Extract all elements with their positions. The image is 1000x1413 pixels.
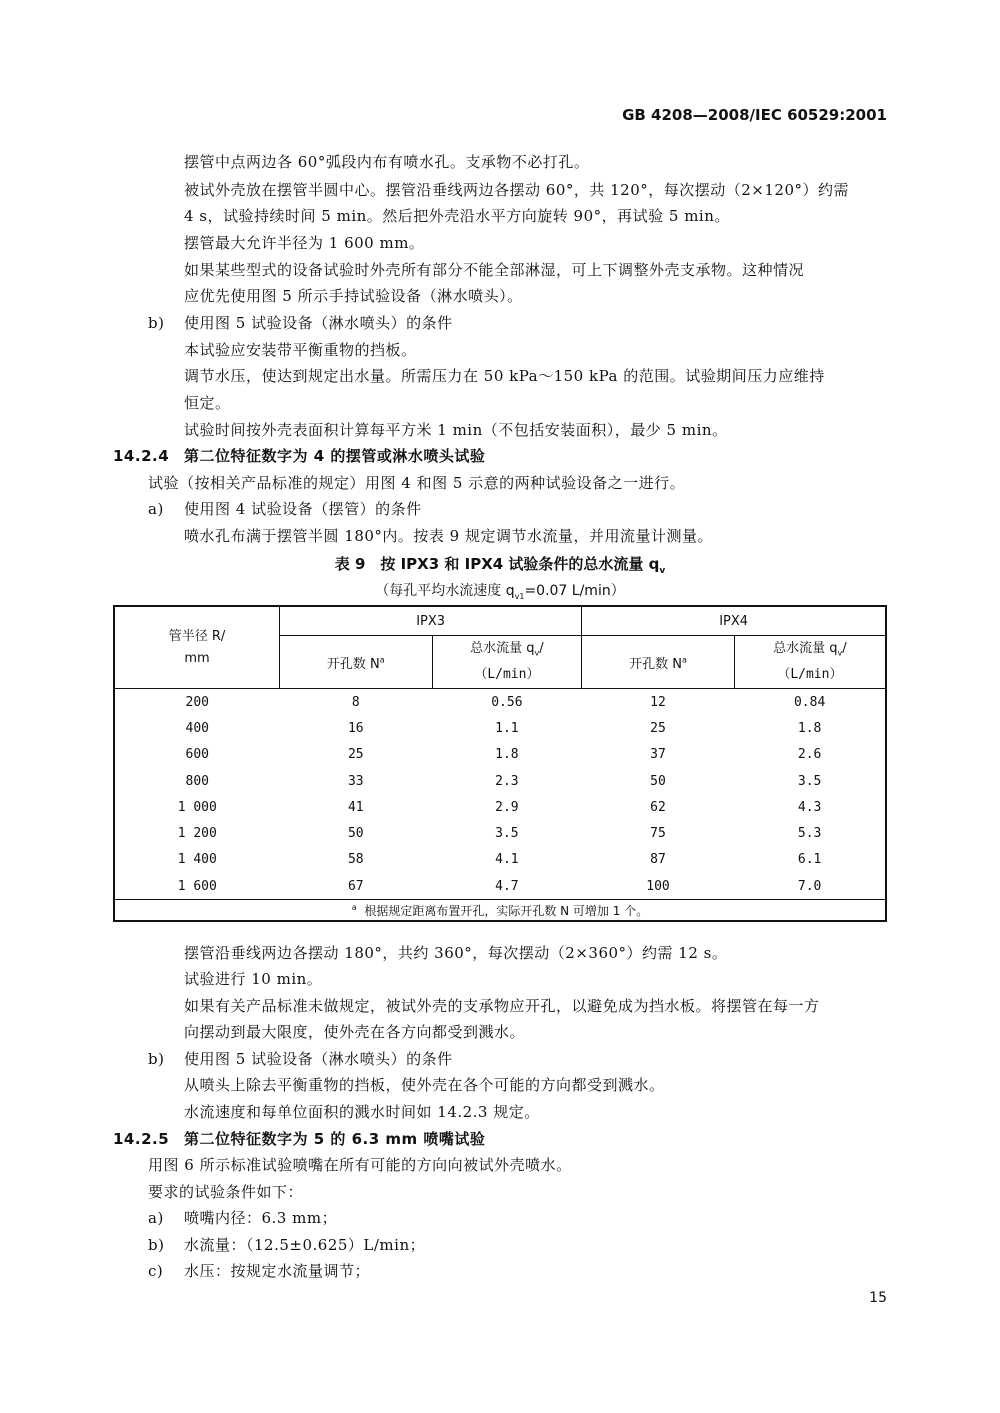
body-text-line: 向摆动到最大限度，使外壳在各方向都受到溅水。 [184,1023,526,1041]
cell-radius: 1 200 [177,826,217,842]
cell-holes-ipx4: 12 [650,694,666,710]
cell-holes-ipx3: 33 [347,773,364,789]
cell-holes-ipx4: 100 [646,878,670,894]
body-text-line: 用图 6 所示标准试验喷嘴在所有可能的方向向被试外壳喷水。 [148,1156,572,1174]
flow-rate-table [113,605,887,922]
cell-holes-ipx3: 25 [347,747,364,763]
header-flow-ipx3: 总水流量 $q_v/$ （L/min） [432,636,582,689]
cell-holes-ipx3: 67 [347,878,364,894]
header-flow-ipx4: 总水流量 $q_v/$ （L/min） [734,636,886,689]
body-text-line: 试验时间按外壳表面积计算每平方米 1 min（不包括安装面积），最少 5 min。 [184,421,728,439]
body-text-line: 摆管最大允许半径为 1 600 mm。 [184,234,425,252]
cell-radius: 400 [185,720,209,736]
cell-radius: 1 000 [177,799,217,815]
table-row [114,715,886,741]
cell-flow-ipx4: 4.3 [797,799,822,815]
cell-holes-ipx3: 58 [347,852,364,868]
body-text-line: 要求的试验条件如下： [148,1183,304,1201]
list-item-text: 水流量：（12.5±0.625）L/min； [184,1236,426,1254]
cell-flow-ipx3: 2.3 [495,773,519,789]
document-header: GB 4208—2008/IEC 60529:2001 [622,106,887,124]
cell-holes-ipx4: 75 [650,826,666,842]
cell-flow-ipx4: 6.1 [797,852,822,868]
body-text-line: 4 s，试验持续时间 5 min。然后把外壳沿水平方向旋转 90°，再试验 5 min。 [184,207,730,225]
cell-flow-ipx3: 4.1 [495,852,519,868]
body-text-line: 本试验应安装带平衡重物的挡板。 [184,341,417,359]
header-ipx3: IPX3 [280,606,582,636]
section-number: 14.2.5 [113,1130,170,1148]
cell-flow-ipx3: 1.1 [495,720,519,736]
cell-holes-ipx3: 41 [347,799,364,815]
list-item-title: 使用图 5 试验设备（淋水喷头）的条件 [184,314,453,332]
body-text-line: 摆管中点两边各 60°弧段内布有喷水孔。支承物不必打孔。 [184,153,590,171]
cell-holes-ipx4: 37 [650,747,666,763]
cell-radius: 600 [185,747,209,763]
header-ipx4: IPX4 [582,606,886,636]
cell-flow-ipx4: 5.3 [797,826,822,842]
body-text-line: 恒定。 [184,394,231,412]
cell-flow-ipx3: 2.9 [495,799,519,815]
table-row [114,689,886,716]
list-marker: b) [148,1050,165,1068]
table-row [114,768,886,794]
cell-flow-ipx4: 0.84 [793,694,826,710]
table-subcaption: （每孔平均水流速度 $q_{v1}=0.07$ L/min） [375,583,625,601]
cell-flow-ipx4: 1.8 [797,720,822,736]
table-caption: 表 9 按 IPX3 和 IPX4 试验条件的总水流量 $q_v$ [334,555,666,576]
table-row [114,847,886,873]
cell-holes-ipx4: 25 [650,720,666,736]
cell-flow-ipx4: 2.6 [797,747,822,763]
body-text-line: 水流速度和每单位面积的溅水时间如 14.2.3 规定。 [184,1103,540,1121]
body-text-line: 试验（按相关产品标准的规定）用图 4 和图 5 示意的两种试验设备之一进行。 [148,474,686,492]
cell-flow-ipx3: 3.5 [495,826,519,842]
body-text-line: 试验进行 10 min。 [184,970,323,988]
cell-flow-ipx3: 1.8 [495,747,519,763]
cell-flow-ipx3: 4.7 [495,878,519,894]
header-radius: 管半径 R/ mm [114,606,280,689]
cell-holes-ipx4: 50 [650,773,666,789]
list-item-text: 喷嘴内径：6.3 mm； [184,1209,338,1227]
body-text-line: 摆管沿垂线两边各摆动 180°，共约 360°，每次摆动（2×360°）约需 12 s。 [184,944,728,962]
body-text-line: 被试外壳放在摆管半圆中心。摆管沿垂线两边各摆动 60°，共 120°，每次摆动（2×120°）约需 [184,181,849,199]
list-marker: b) [148,314,165,332]
body-text-line: 调节水压，使达到规定出水量。所需压力在 50 kPa～150 kPa 的范围。试验期间压力应维持 [184,367,825,385]
list-item-title: 使用图 4 试验设备（摆管）的条件 [184,500,422,518]
list-item-title: 使用图 5 试验设备（淋水喷头）的条件 [184,1050,453,1068]
table-row [114,873,886,900]
table-row [114,742,886,768]
list-marker: a) [148,500,164,518]
list-marker: b) [148,1236,165,1254]
cell-radius: 200 [185,694,209,710]
table-row [114,820,886,846]
cell-flow-ipx4: 7.0 [797,878,822,894]
body-text-line: 如果有关产品标准未做规定，被试外壳的支承物应开孔，以避免成为挡水板。将摆管在每一方 [184,997,820,1015]
body-text-line: 如果某些型式的设备试验时外壳所有部分不能全部淋湿，可上下调整外壳支承物。这种情况 [184,261,805,279]
cell-flow-ipx3: 0.56 [491,694,523,710]
body-text-line: 从喷头上除去平衡重物的挡板，使外壳在各个可能的方向都受到溅水。 [184,1076,665,1094]
cell-holes-ipx3: 16 [347,720,364,736]
body-text-line: 应优先使用图 5 所示手持试验设备（淋水喷头）。 [184,287,523,305]
cell-radius: 800 [185,773,209,789]
cell-radius: 1 400 [177,852,217,868]
list-marker: a) [148,1209,164,1227]
list-marker: c) [148,1262,164,1280]
body-text-line: 喷水孔布满于摆管半圆 180°内。按表 9 规定调节水流量，并用流量计测量。 [184,527,713,545]
list-item-text: 水压：按规定水流量调节； [184,1262,371,1280]
cell-flow-ipx4: 3.5 [797,773,822,789]
section-title: 第二位特征数字为 5 的 6.3 mm 喷嘴试验 [184,1130,486,1148]
section-title: 第二位特征数字为 4 的摆管或淋水喷头试验 [184,447,486,465]
cell-holes-ipx3: 8 [351,694,360,710]
table-row [114,794,886,820]
section-number: 14.2.4 [113,447,170,465]
page-number: 15 [869,1290,887,1306]
cell-holes-ipx4: 62 [650,799,666,815]
cell-holes-ipx4: 87 [650,852,666,868]
header-holes-ipx3: 开孔数 $N^a$ [280,636,433,689]
table-footnote: $^a$ 根据规定距离布置开孔，实际开孔数 N 可增加 1 个。 [114,900,886,922]
header-holes-ipx4: 开孔数 $N^a$ [582,636,735,689]
cell-holes-ipx3: 50 [347,826,364,842]
cell-radius: 1 600 [177,878,217,894]
